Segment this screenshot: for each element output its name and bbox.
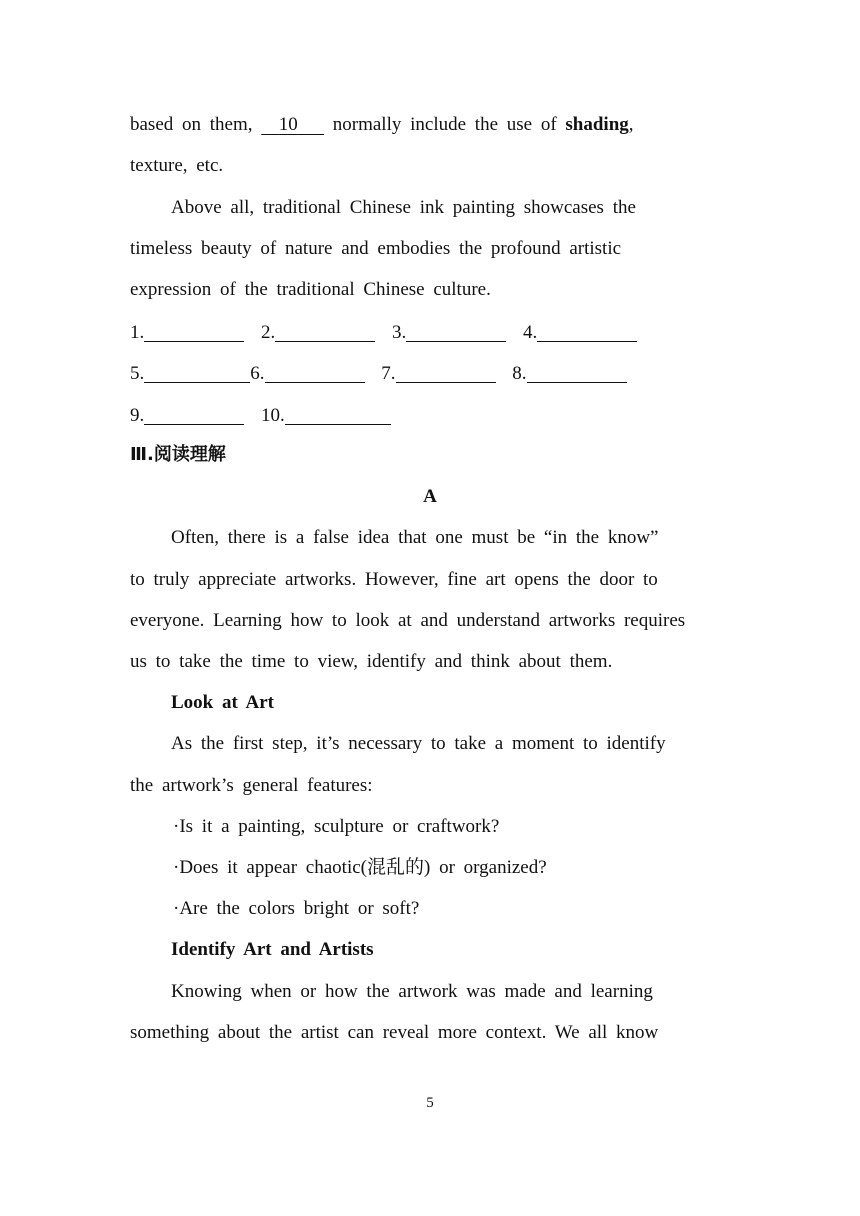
passage-line: expression of the traditional Chinese culture. xyxy=(130,279,491,300)
subheading-identify-art: Identify Art and Artists xyxy=(171,939,374,960)
answer-blank[interactable] xyxy=(285,402,391,425)
answer-blank[interactable] xyxy=(396,360,496,383)
answer-blank[interactable] xyxy=(144,360,250,383)
answer-blank[interactable] xyxy=(527,360,627,383)
bullet-item: ·Are the colors bright or soft? xyxy=(173,898,420,919)
page-number: 5 xyxy=(426,1095,434,1111)
passage-label: A xyxy=(423,486,437,507)
passage-line: Above all, traditional Chinese ink painting showcases the xyxy=(171,197,636,218)
answer-row xyxy=(130,398,730,432)
answer-label: 7. xyxy=(381,363,396,384)
section-heading: Ⅲ.阅读理解 xyxy=(130,444,226,465)
answer-blank[interactable] xyxy=(537,319,637,342)
bullet-item: ·Is it a painting, sculpture or craftwork? xyxy=(173,816,500,837)
reading-line: everyone. Learning how to look at and understand artworks requires xyxy=(130,610,686,631)
answer-label: 10. xyxy=(261,405,285,426)
answer-blank[interactable] xyxy=(144,402,244,425)
answer-label: 5. xyxy=(130,363,145,384)
answer-blank[interactable] xyxy=(265,360,365,383)
reading-line: Often, there is a false idea that one must be “in the know” xyxy=(171,527,659,548)
passage-line: texture, etc. xyxy=(130,155,224,176)
answer-blank[interactable] xyxy=(406,319,506,342)
answer-label: 9. xyxy=(130,405,145,426)
reading-line: Knowing when or how the artwork was made and learning xyxy=(171,981,653,1002)
answer-label: 1. xyxy=(130,322,145,343)
bullet-item: ·Does it appear chaotic(混乱的) or organized? xyxy=(173,857,547,878)
answer-row xyxy=(130,315,730,349)
answer-blank[interactable] xyxy=(144,319,244,342)
subheading-look-at-art: Look at Art xyxy=(171,692,274,713)
answer-label: 4. xyxy=(523,322,538,343)
reading-line: As the first step, it’s necessary to take a moment to identify xyxy=(171,733,666,754)
answer-label: 2. xyxy=(261,322,276,343)
passage-line: based on them, 10 normally include the use of shading, xyxy=(130,108,730,142)
reading-line: the artwork’s general features: xyxy=(130,775,373,796)
passage-line: timeless beauty of nature and embodies the profound artistic xyxy=(130,238,622,259)
reading-line: to truly appreciate artworks. However, fine art opens the door to xyxy=(130,569,658,590)
answer-label: 3. xyxy=(392,322,407,343)
answer-label: 6. xyxy=(250,363,265,384)
answer-label: 8. xyxy=(512,363,527,384)
bold-word: shading xyxy=(565,114,629,135)
answer-blank[interactable] xyxy=(275,319,375,342)
reading-line: us to take the time to view, identify and think about them. xyxy=(130,651,613,672)
reading-line: something about the artist can reveal more context. We all know xyxy=(130,1022,659,1043)
answer-row xyxy=(130,356,730,390)
blank-10: 10 xyxy=(278,114,298,135)
